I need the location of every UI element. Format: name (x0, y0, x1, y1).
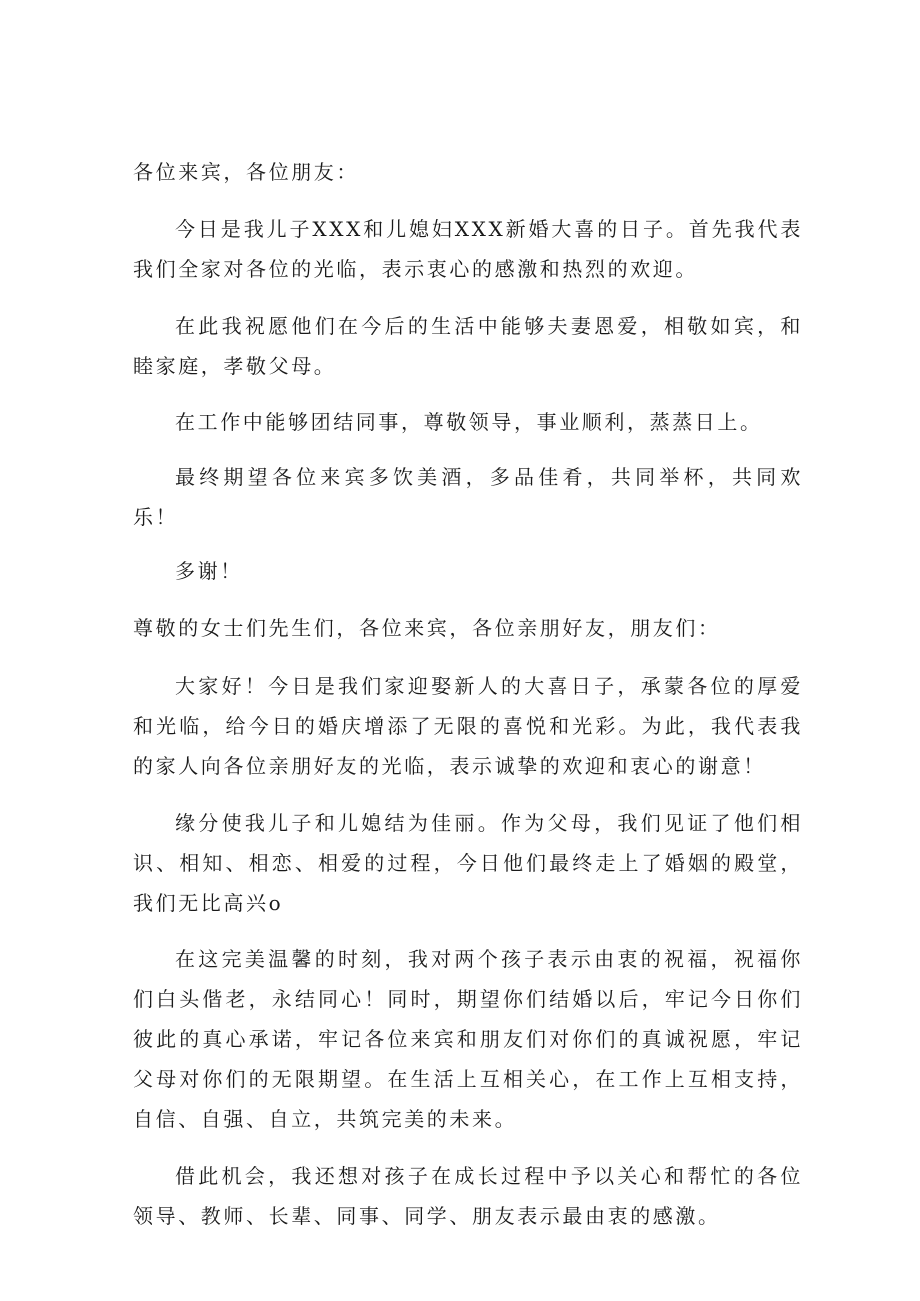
body-paragraph: 最终期望各位来宾多饮美酒，多品佳肴，共同举杯，共同欢乐！ (133, 465, 803, 529)
document-body (133, 152, 803, 1236)
closing-paragraph: 多谢！ (175, 559, 243, 583)
salutation-paragraph: 各位来宾，各位朋友： (133, 160, 359, 184)
body-paragraph: 缘分使我儿子和儿媳结为佳丽。作为父母，我们见证了他们相识、相知、相恋、相爱的过程，今日他们最终走上了婚姻的殿堂，我们无比高兴o (133, 811, 803, 915)
body-paragraph: 在工作中能够团结同事，尊敬领导，事业顺利，蒸蒸日上。 (175, 410, 763, 434)
salutation-paragraph: 尊敬的女士们先生们，各位来宾，各位亲朋好友，朋友们： (133, 616, 721, 640)
body-paragraph: 借此机会，我还想对孩子在成长过程中予以关心和帮忙的各位领导、教师、长辈、同事、同学、朋友表示最由衷的感激。 (133, 1164, 803, 1228)
body-paragraph: 今日是我儿子XXX和儿媳妇XXX新婚大喜的日子。首先我代表我们全家对各位的光临，表示衷心的感激和热烈的欢迎。 (133, 217, 803, 281)
body-paragraph: 大家好！今日是我们家迎娶新人的大喜日子，承蒙各位的厚爱和光临，给今日的婚庆增添了无限的喜悦和光彩。为此，我代表我的家人向各位亲朋好友的光临，表示诚挚的欢迎和衷心的谢意！ (133, 674, 803, 778)
body-paragraph: 在这完美温馨的时刻，我对两个孩子表示由衷的祝福，祝福你们白头偕老，永结同心！同时，期望你们结婚以后，牢记今日你们彼此的真心承诺，牢记各位来宾和朋友们对你们的真诚祝愿，牢记父母对你们的无限期望。在生活上互相关心，在工作上互相支持，自信、自强、自立，共筑完美的未来。 (133, 947, 803, 1131)
body-paragraph: 在此我祝愿他们在今后的生活中能够夫妻恩爱，相敬如宾，和睦家庭，孝敬父母。 (133, 314, 803, 378)
